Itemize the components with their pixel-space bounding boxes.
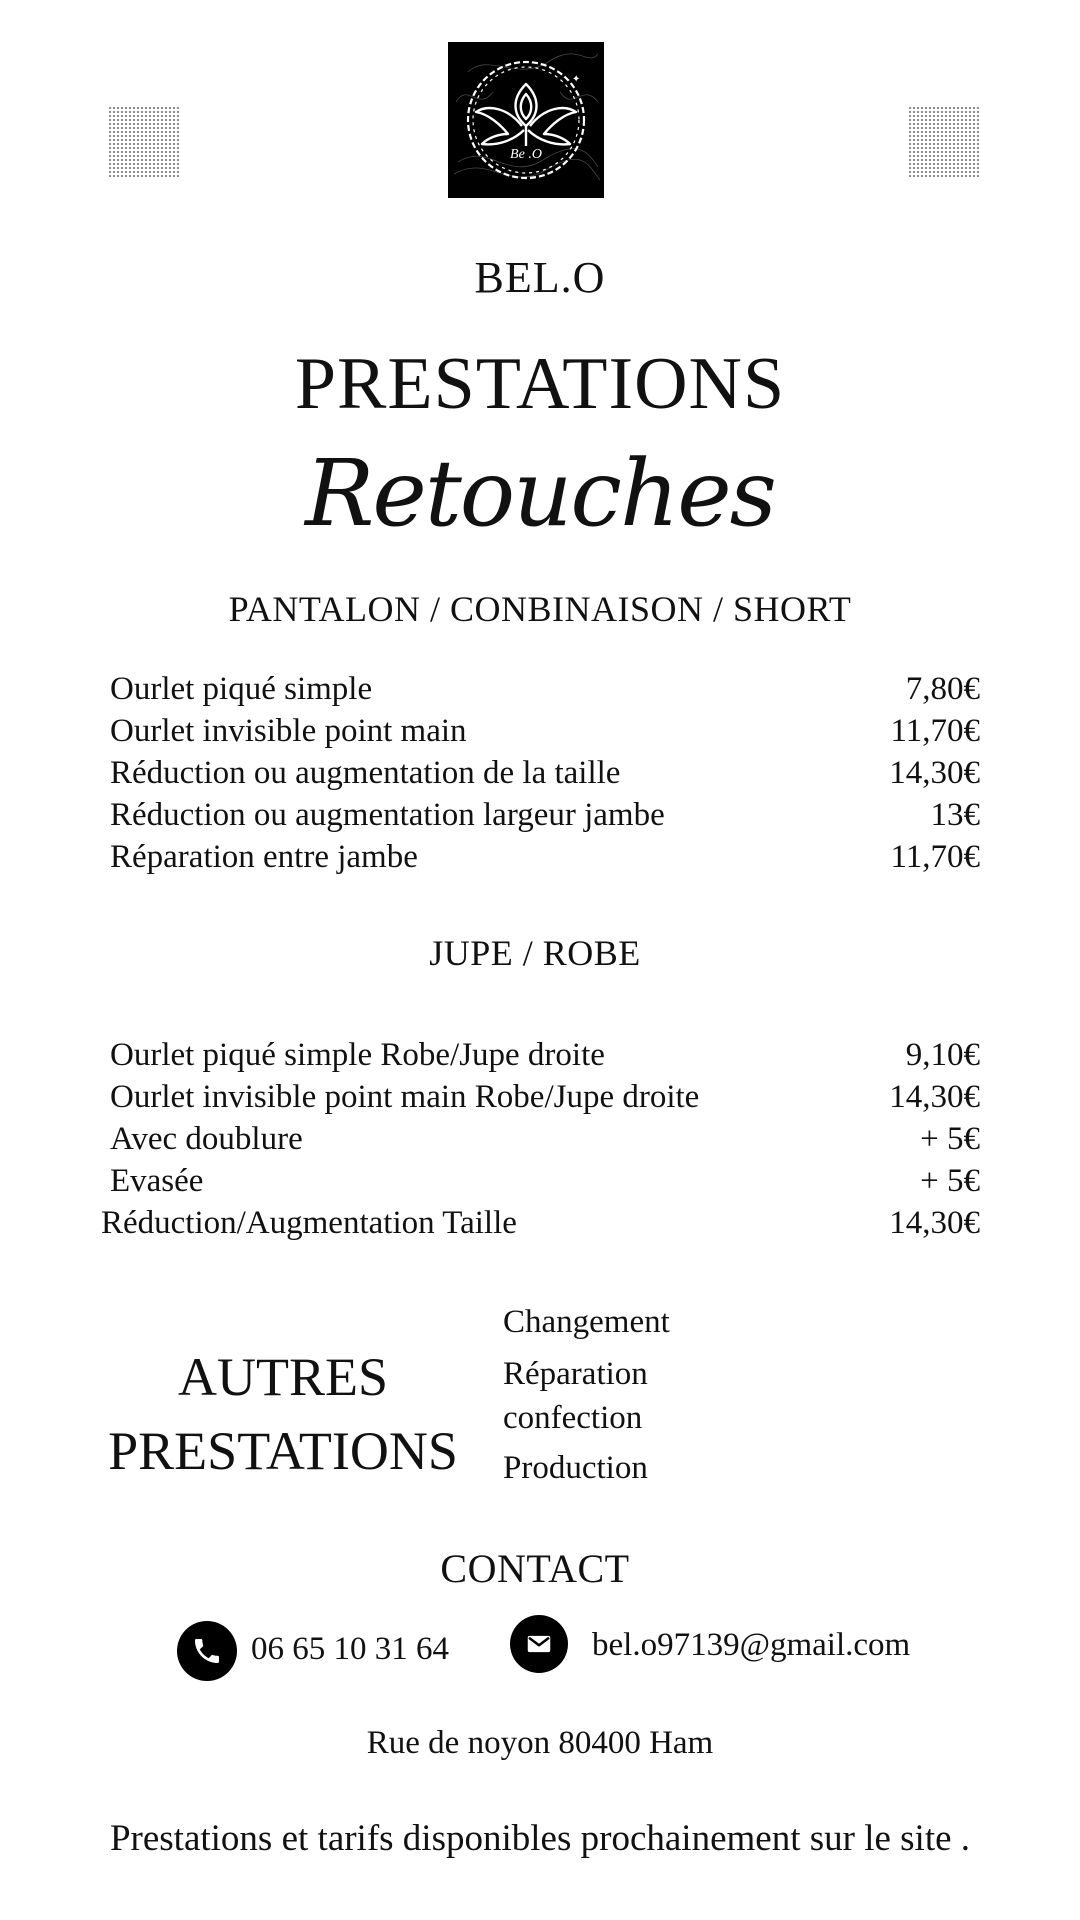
brand-name: BEL.O (474, 253, 606, 302)
service-price: 14,30€ (889, 1079, 980, 1115)
service-label: Réduction ou augmentation largeur jambe (110, 797, 665, 833)
price-row (110, 1118, 980, 1160)
price-row (110, 1076, 980, 1118)
service-price: 13€ (930, 797, 980, 833)
service-label: Ourlet invisible point main (110, 713, 467, 749)
service-label: Réduction ou augmentation de la taille (110, 755, 621, 791)
svg-text:✦: ✦ (572, 74, 581, 85)
phone-icon (177, 1621, 237, 1681)
other-service-item: confection (503, 1400, 643, 1436)
other-service-item: Production (503, 1450, 648, 1486)
price-row (110, 1160, 980, 1202)
autres-heading-line: AUTRES (177, 1347, 388, 1407)
page-title: PRESTATIONS (294, 343, 786, 425)
service-label: Avec doublure (110, 1121, 303, 1157)
other-service-item: Changement (503, 1304, 670, 1340)
price-row (110, 1034, 980, 1076)
service-label: Evasée (110, 1163, 204, 1199)
price-row (110, 710, 980, 752)
address-text: Rue de noyon 80400 Ham (366, 1725, 714, 1761)
service-label: Réduction/Augmentation Taille (101, 1205, 517, 1241)
service-price: 11,70€ (890, 839, 980, 875)
service-label: Ourlet invisible point main Robe/Jupe droite (110, 1079, 700, 1115)
service-price: 9,10€ (905, 1037, 980, 1073)
service-label: Ourlet piqué simple (110, 671, 373, 707)
price-row (110, 836, 980, 878)
logo-monogram: Be .O (510, 147, 542, 162)
autres-prestations-heading (100, 1340, 466, 1488)
phone-number-link[interactable]: 06 65 10 31 64 (251, 1631, 449, 1667)
service-price: 14,30€ (889, 755, 980, 791)
section-title-pantalon: PANTALON / CONBINAISON / SHORT (228, 589, 852, 629)
price-row (110, 668, 980, 710)
price-row (101, 1202, 980, 1244)
service-price: + 5€ (920, 1163, 980, 1199)
contact-title: CONTACT (440, 1546, 630, 1591)
autres-heading-line: PRESTATIONS (108, 1421, 458, 1481)
other-service-item: Réparation (503, 1356, 648, 1392)
service-price: + 5€ (920, 1121, 980, 1157)
service-label: Ourlet piqué simple Robe/Jupe droite (110, 1037, 605, 1073)
price-row (110, 752, 980, 794)
dot-grid-decoration-left (108, 106, 180, 178)
section-title-jupe-robe: JUPE / ROBE (429, 933, 641, 973)
service-price: 14,30€ (889, 1205, 980, 1241)
service-price: 7,80€ (905, 671, 980, 707)
footer-note: Prestations et tarifs disponibles prochainement sur le site . (109, 1818, 971, 1859)
price-row (110, 794, 980, 836)
dot-grid-decoration-right (908, 106, 980, 178)
envelope-icon (510, 1615, 568, 1673)
service-label: Réparation entre jambe (110, 839, 418, 875)
lotus-logo-icon (448, 42, 604, 198)
brand-logo (448, 42, 604, 198)
email-link[interactable]: bel.o97139@gmail.com (592, 1627, 911, 1663)
page-subtitle: Retouches (305, 440, 775, 547)
service-price: 11,70€ (890, 713, 980, 749)
